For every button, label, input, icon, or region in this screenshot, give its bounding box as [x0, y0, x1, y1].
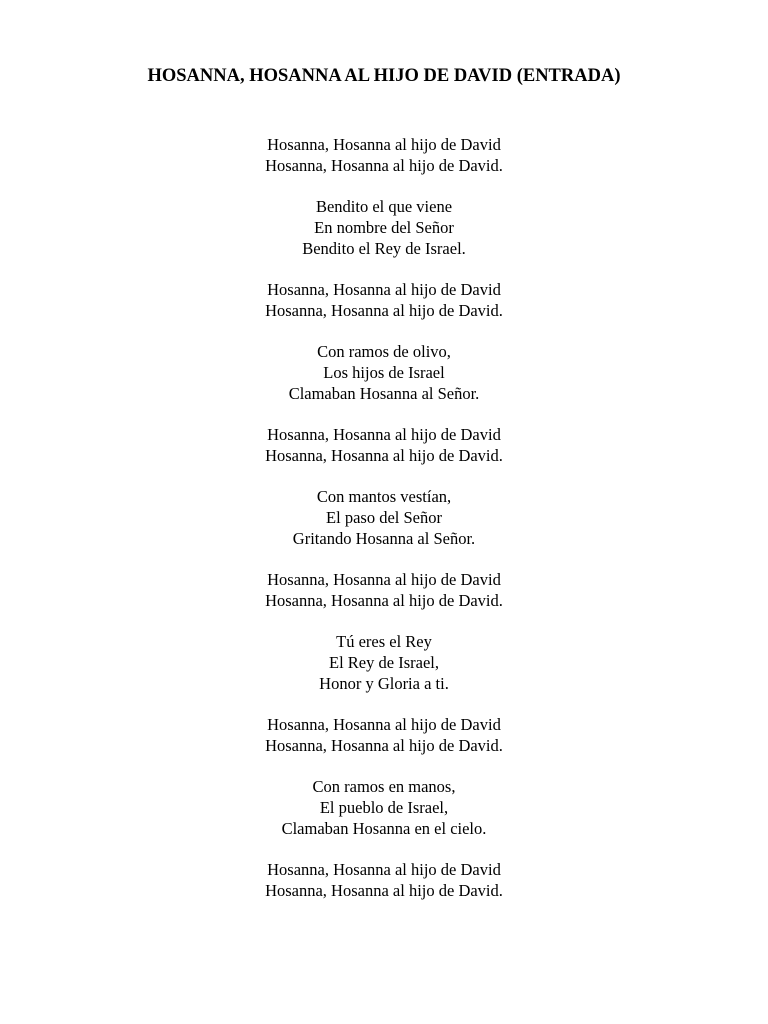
- lyric-line: Hosanna, Hosanna al hijo de David.: [265, 881, 503, 900]
- chorus-stanza: [0, 279, 768, 321]
- lyric-line: Con ramos en manos,: [312, 777, 456, 796]
- lyric-line: Honor y Gloria a ti.: [319, 674, 449, 693]
- lyric-line: Con mantos vestían,: [316, 487, 452, 506]
- lyric-line: Hosanna, Hosanna al hijo de David: [267, 570, 501, 589]
- lyric-line: En nombre del Señor: [314, 218, 454, 237]
- chorus-stanza: [0, 569, 768, 611]
- lyric-line: Con ramos de olivo,: [317, 342, 451, 361]
- verse-stanza: [0, 486, 768, 549]
- song-title: HOSANNA, HOSANNA AL HIJO DE DAVID (ENTRADA): [147, 66, 621, 86]
- lyric-line: Gritando Hosanna al Señor.: [292, 529, 476, 548]
- lyric-line: Hosanna, Hosanna al hijo de David.: [265, 156, 503, 175]
- chorus-stanza: [0, 859, 768, 901]
- verse-stanza: [0, 196, 768, 259]
- lyric-line: Clamaban Hosanna en el cielo.: [281, 819, 487, 838]
- lyric-line: Hosanna, Hosanna al hijo de David: [267, 425, 501, 444]
- verse-stanza: [0, 631, 768, 694]
- lyrics-body: [0, 134, 768, 921]
- chorus-stanza: [0, 424, 768, 466]
- chorus-stanza: [0, 714, 768, 756]
- lyric-line: Hosanna, Hosanna al hijo de David: [267, 280, 501, 299]
- lyric-line: Hosanna, Hosanna al hijo de David.: [265, 446, 503, 465]
- lyric-line: El paso del Señor: [326, 508, 442, 527]
- lyric-line: Bendito el Rey de Israel.: [302, 239, 466, 258]
- lyric-line: Tú eres el Rey: [336, 632, 432, 651]
- lyric-line: Hosanna, Hosanna al hijo de David: [267, 135, 501, 154]
- lyric-line: Hosanna, Hosanna al hijo de David: [267, 715, 501, 734]
- chorus-stanza: [0, 134, 768, 176]
- lyric-line: El Rey de Israel,: [329, 653, 439, 672]
- lyric-line: Los hijos de Israel: [323, 363, 445, 382]
- lyric-line: Bendito el que viene: [315, 197, 453, 216]
- lyric-line: Hosanna, Hosanna al hijo de David.: [265, 736, 503, 755]
- verse-stanza: [0, 776, 768, 839]
- lyric-line: Hosanna, Hosanna al hijo de David: [267, 860, 501, 879]
- lyric-line: Hosanna, Hosanna al hijo de David.: [265, 591, 503, 610]
- lyric-line: Hosanna, Hosanna al hijo de David.: [265, 301, 503, 320]
- verse-stanza: [0, 341, 768, 404]
- lyric-line: El pueblo de Israel,: [319, 798, 449, 817]
- lyric-line: Clamaban Hosanna al Señor.: [288, 384, 480, 403]
